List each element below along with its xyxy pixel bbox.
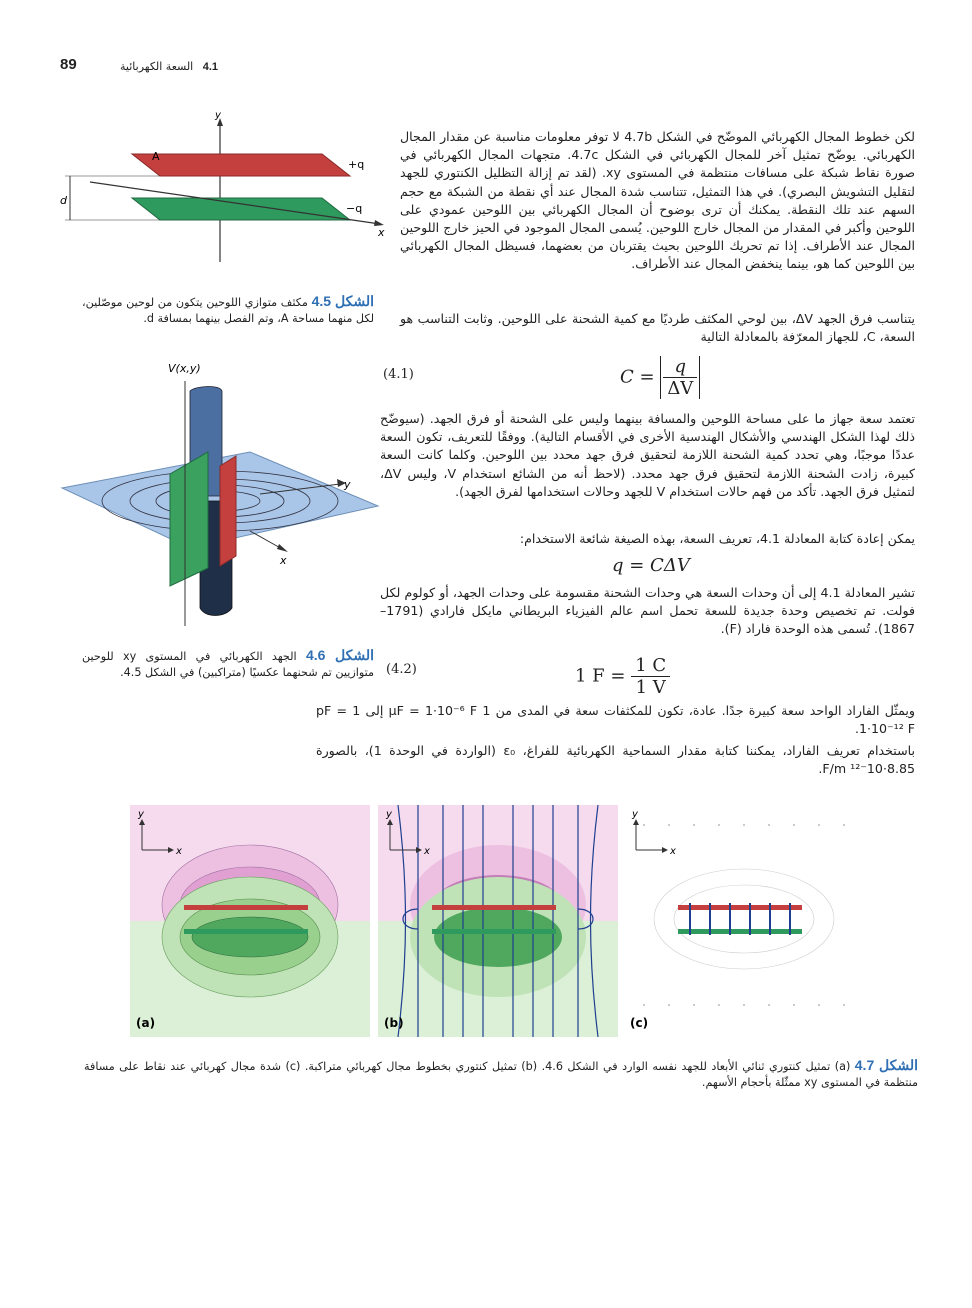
figure-4-5-caption-text: مكثف متوازي اللوحين يتكون من لوحين موصّلين، لكل منهما مساحة A، وتم الفصل بينهما بمسافة d.: [82, 296, 374, 325]
section-number: 4.1: [202, 61, 219, 73]
figure-4-7-label: الشكل 4.7: [854, 1057, 918, 1073]
top-plate-positive: [132, 154, 350, 176]
figure-4-6-caption: [82, 648, 374, 680]
bottom-plate-negative: [132, 198, 350, 220]
fig45-d-label: d: [60, 194, 67, 207]
paragraph-6: ويمثّل الفاراد الواحد سعة كبيرة جدًا. عادة، تكون للمكثفات سعة في المدى من 1 μF = 1·10⁻⁶ F إلى 1 pF = 1·10⁻¹² F.: [316, 703, 915, 737]
section-title: السعة الكهربائية: [120, 60, 194, 73]
fig47c-panel-label: (c): [630, 1016, 649, 1030]
fig47b-y-label: y: [386, 809, 392, 820]
fig47c-positive-plate: [678, 905, 802, 910]
equation-q-cdv: q = CΔV: [612, 555, 690, 576]
figure-4-7b-panel: [378, 805, 618, 1037]
paragraph-3: تعتمد سعة جهاز ما على مساحة اللوحين والمسافة بينهما وليس على الشحنة أو فرق الجهد. (سيوضّح ذلك لهذا الشكل الهندسي والأشكال الهندسية الأخرى في الأقسام التالية). ووفقًا للتعريف، تكون السعة عددًا موجبًا، وهي تحدد كمية الشحنة اللازمة لتحقيق فرق جهد محدد بين اللوحين. وكلما كانت السعة كبيرة، زادت الشحنة اللازمة لتحقيق فرق جهد محدد. (لاحظ أنه من الشائع استخدام V، وليس ΔV، لتمثيل فرق الجهد. تأكد من فهم حالات استخدام V للجهد وحالات استخدامها لفرق الجهد).: [380, 411, 915, 499]
equation-4-2: [575, 655, 670, 698]
figure-4-7c-panel: [624, 805, 864, 1037]
figure-4-5-caption: [82, 294, 374, 326]
fig47a-y-label: y: [138, 809, 144, 820]
paragraph-2: يتناسب فرق الجهد ΔV، بين لوحي المكثف طرديًا مع كمية الشحنة على اللوحين. وثابت التناسب هو السعة، C، للجهاز المعرّفة بالمعادلة التالية: [400, 311, 915, 345]
fig47b-panel-label: (b): [384, 1016, 404, 1030]
fig47a-negative-plate: [184, 929, 308, 934]
equation-4-1: [620, 356, 700, 399]
equation-4-1-lhs: C =: [620, 366, 655, 388]
fig47a-x-label: x: [176, 846, 182, 857]
figure-4-7-caption: [84, 1058, 918, 1090]
figure-4-5-label: الشكل 4.5: [311, 293, 374, 309]
green-plate: [170, 452, 208, 586]
paragraph-1: لكن خطوط المجال الكهربائي الموضّح في الشكل 4.7b لا توفر معلومات مناسبة عن مقدار المجال الكهربائي. يوضّح تمثيل آخر للمجال الكهربائي في الشكل 4.7c. متجهات المجال الكهربائي في صورة نقاط شبكة على مسافات منتظمة في المستوى xy. (لقد تم إزالة التظليل الكنتوري للجهد لتقليل التشويش البصري). في هذا التمثيل، تتناسب شدة المجال عند أي نقطة من الشبكة مع حجم السهم عند تلك النقطة. يمكنك أن ترى بوضوح أن المجال الكهربائي بين اللوحين عمودي على اللوحين وأكبر في المقدار من المجال خارج اللوحين. يُسمى المجال الموجود في الحيز خارج اللوحين المجال عند الأطراف. إذا تم تحريك اللوحين بحيث يقتربان من بعضهما، فسيظل المجال الكهربائي بين اللوحين كما هو، بينما ينخفض المجال عند الأطراف.: [400, 129, 916, 272]
fig45-y-label: y: [215, 112, 221, 121]
fig45-minus-q-label: −q: [346, 202, 363, 215]
equation-4-1-number: (4.1): [383, 367, 414, 382]
fig47a-panel-label: (a): [136, 1016, 156, 1030]
fig47c-y-label: y: [632, 809, 638, 820]
fig47b-negative-plate: [432, 929, 556, 934]
page-number: 89: [60, 56, 77, 73]
figure-4-7-caption-text: (a) تمثيل كنتوري ثنائي الأبعاد للجهد نفسه الوارد في الشكل 4.6. (b) تمثيل كنتوري بخطوط مجال كهربائي متراكبة. (c) شدة مجال كهربائي عند نقاط على مسافة منتظمة في المستوى xy ممثّلة بأحجام الأسهم.: [84, 1060, 918, 1089]
fig46-y-label: y: [344, 478, 351, 491]
figure-4-6-drawing: [60, 356, 380, 646]
equation-4-2-denominator: 1 V: [635, 677, 666, 698]
figure-4-7a-panel: [130, 805, 370, 1037]
fig46-v-label: V(x,y): [168, 362, 201, 375]
paragraph-4: يمكن إعادة كتابة المعادلة 4.1، تعريف السعة، بهذه الصيغة شائعة الاستخدام:: [519, 531, 915, 546]
fig45-plus-q-label: +q: [348, 158, 365, 171]
fig47b-x-label: x: [424, 846, 430, 857]
figure-4-6-caption-text: الجهد الكهربائي في المستوى xy للوحين متوازيين تم شحنهما عكسيًا (متراكبين) في الشكل 4.5.: [82, 650, 374, 679]
fig46-x-label: x: [280, 554, 287, 567]
red-plate: [220, 456, 236, 566]
fig47a-positive-plate: [184, 905, 308, 910]
equation-4-2-numerator: 1 C: [631, 655, 670, 677]
fig47c-x-label: x: [670, 846, 676, 857]
fig45-area-label: A: [152, 150, 160, 163]
fig47b-positive-plate: [432, 905, 556, 910]
figure-4-6-label: الشكل 4.6: [305, 647, 374, 663]
fig47c-negative-plate: [678, 929, 802, 934]
equation-4-2-lhs: 1 F =: [575, 665, 626, 687]
paragraph-7: باستخدام تعريف الفاراد، يمكننا كتابة مقدار السماحية الكهربائية للفراغ، ε₀ (الواردة في الوحدة 1)، بالصورة 8.85·10⁻¹² F/m.: [316, 743, 915, 777]
running-header: [120, 60, 218, 73]
equation-4-2-number: (4.2): [386, 662, 417, 677]
equation-4-1-numerator: q: [663, 356, 697, 378]
fig45-x-label: x: [378, 226, 385, 239]
figure-4-5-drawing: [60, 112, 390, 282]
paragraph-5: تشير المعادلة 4.1 إلى أن وحدات السعة هي وحدات الشحنة مقسومة على وحدات الجهد، أو كولوم لكل فولت. تم تخصيص وحدة جديدة للسعة تحمل اسم عالم الفيزياء البريطاني مايكل فارادي (1791–1867). تُسمى هذه الوحدة فاراد (F).: [380, 585, 915, 637]
equation-4-1-denominator: ΔV: [667, 378, 694, 399]
